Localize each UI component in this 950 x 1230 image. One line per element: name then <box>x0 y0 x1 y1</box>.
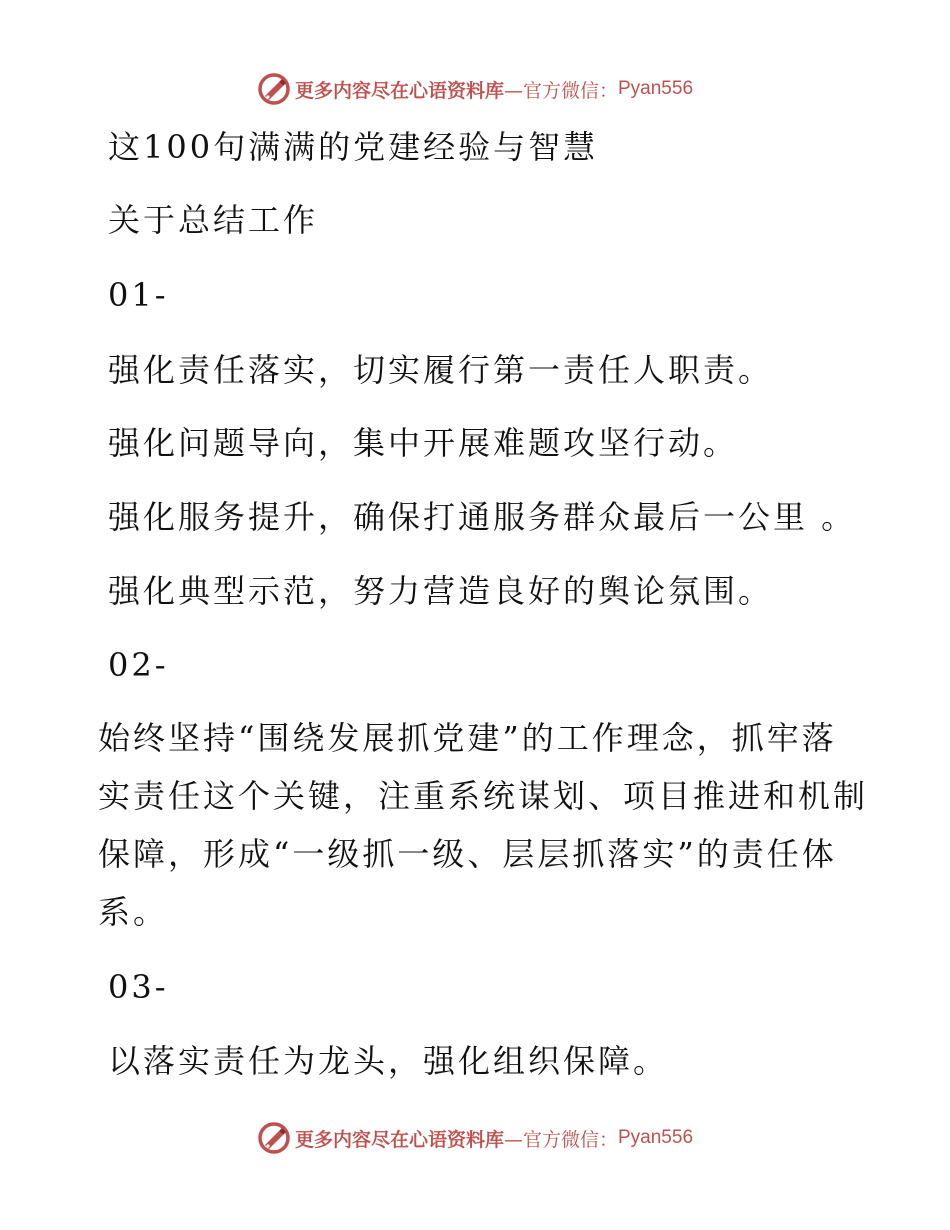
banner-wechat-id: Pyan556 <box>618 78 694 99</box>
section-01-item: 强化问题导向，集中开展难题攻坚行动。 <box>108 424 739 462</box>
section-02-paragraph: 始终坚持“围绕发展抓党建”的工作理念，抓牢落实责任这个关键，注重系统谋划、项目推进和机制保障，形成“一级抓一级、层层抓落实”的责任体系。 <box>98 719 869 931</box>
section-01-item: 强化责任落实，切实履行第一责任人职责。 <box>108 351 774 389</box>
banner-wechat-id: Pyan556 <box>618 1127 694 1148</box>
document-subtitle: 关于总结工作 <box>108 201 319 239</box>
banner-separator-text: —官方微信： <box>503 1128 618 1151</box>
banner-main-text: 更多内容尽在心语资料库 <box>294 1128 504 1151</box>
section-03-item: 以落实责任为龙头，强化组织保障。 <box>108 1042 669 1080</box>
section-number-03: 03- <box>108 968 169 1006</box>
pen-logo-icon <box>257 1121 291 1155</box>
section-number-01: 01- <box>108 276 169 314</box>
section-01-item: 强化服务提升，确保打通服务群众最后一公里 。 <box>108 498 857 536</box>
footer-banner <box>0 1120 950 1156</box>
document-title: 这100句满满的党建经验与智慧 <box>108 128 599 166</box>
banner-separator-text: —官方微信： <box>503 79 618 102</box>
section-number-02: 02- <box>108 646 169 684</box>
section-01-item: 强化典型示范，努力营造良好的舆论氛围。 <box>108 572 774 610</box>
banner-main-text: 更多内容尽在心语资料库 <box>294 79 504 102</box>
